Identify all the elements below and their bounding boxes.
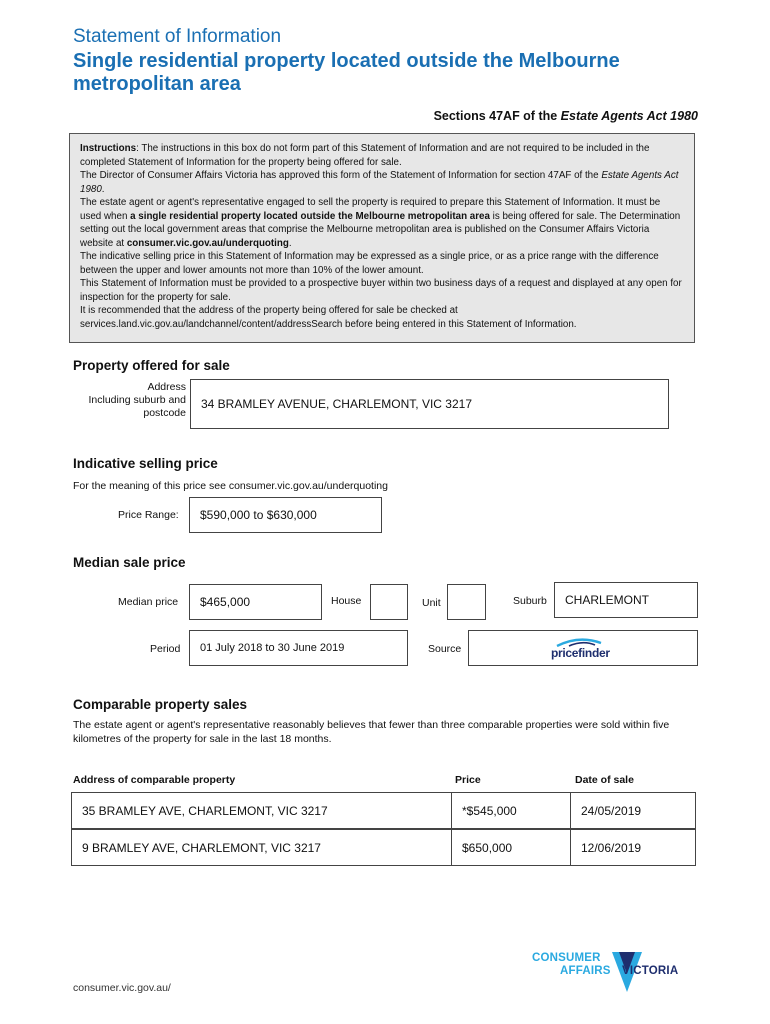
indicative-heading: Indicative selling price — [73, 456, 218, 471]
table-row — [71, 829, 696, 866]
median-heading: Median sale price — [73, 555, 186, 570]
document-title: Single residential property located outside the Melbourne metropolitan area — [73, 50, 620, 95]
median-price-label: Median price — [118, 596, 179, 608]
comparable-price: *$545,000 — [452, 793, 571, 828]
house-checkbox[interactable] — [370, 584, 408, 620]
unit-checkbox[interactable] — [447, 584, 486, 620]
address-field[interactable]: 34 BRAMLEY AVENUE, CHARLEMONT, VIC 3217 — [190, 379, 669, 429]
period-field[interactable]: 01 July 2018 to 30 June 2019 — [189, 630, 408, 666]
source-field[interactable] — [468, 630, 698, 666]
underquoting-link: consumer.vic.gov.au/underquoting — [126, 237, 289, 249]
col-price-header: Price — [455, 774, 481, 786]
suburb-label: Suburb — [513, 595, 547, 607]
suburb-field[interactable]: CHARLEMONT — [554, 582, 698, 618]
sections-reference: Sections 47AF of the Estate Agents Act 1980 — [433, 109, 698, 123]
footer-url[interactable]: consumer.vic.gov.au/ — [73, 982, 171, 994]
house-label: House — [331, 595, 362, 607]
property-heading: Property offered for sale — [73, 358, 230, 373]
document-kicker: Statement of Information — [73, 26, 282, 47]
comparable-note: The estate agent or agent's representative reasonably believes that fewer than three comparable properties were sold within five kilometres of the property for sale in the last 18 months. — [73, 719, 670, 745]
unit-label: Unit — [422, 597, 441, 609]
comparable-address: 35 BRAMLEY AVE, CHARLEMONT, VIC 3217 — [72, 793, 452, 828]
comparable-heading: Comparable property sales — [73, 697, 248, 712]
table-row — [71, 792, 696, 829]
comparable-price: $650,000 — [452, 830, 571, 865]
period-label: Period — [150, 643, 181, 655]
consumer-affairs-victoria-logo: CONSUMER AFFAIRS VICTORIA — [532, 950, 692, 996]
price-range-label: Price Range: — [118, 509, 179, 521]
col-date-header: Date of sale — [575, 774, 634, 786]
source-label: Source — [428, 643, 462, 655]
comparable-date: 12/06/2019 — [581, 840, 642, 855]
price-range-field[interactable]: $590,000 to $630,000 — [189, 497, 382, 533]
instructions-label: Instructions — [80, 143, 137, 154]
median-price-field[interactable]: $465,000 — [189, 584, 322, 620]
instructions-box: Instructions: The instructions in this box do not form part of this Statement of Information and are not required to be included in the completed Statement of Information for the property being offered for sale. The Director of Consumer Affairs Victoria has approved this form of the Statement of Information for section 47AF of the Estate Agents Act 1980. The estate agent or agent's representative engaged to sell the property is required to prepare this Statement of Information. It must be used when a single residential property located outside the Melbourne metropolitan area is being offered for sale. The Determination setting out the local government areas that comprise the Melbourne metropolitan area is published on the Consumer Affairs Victoria website at consumer.vic.gov.au/underquoting. The indicative selling price in this Statement of Information may be expressed as a single price, or as a price range with the difference between the upper and lower amounts not more than 10% of the lower amount. This Statement of Information must be provided to a prospective buyer within two business days of a request and displayed at any open for inspection for the property for sale. It is recommended that the address of the property being offered for sale be checked at services.land.vic.gov.au/landchannel/content/addressSearch before being entered in this Statement of Information. — [69, 133, 695, 343]
pricefinder-logo: pricefinder — [549, 637, 609, 661]
comparable-address: 9 BRAMLEY AVE, CHARLEMONT, VIC 3217 — [72, 830, 452, 865]
indicative-note: For the meaning of this price see consumer.vic.gov.au/underquoting — [73, 480, 388, 492]
col-address-header: Address of comparable property — [73, 774, 236, 786]
comparable-date: 24/05/2019 — [581, 803, 642, 818]
address-label: Address Including suburb and postcode — [88, 381, 186, 419]
